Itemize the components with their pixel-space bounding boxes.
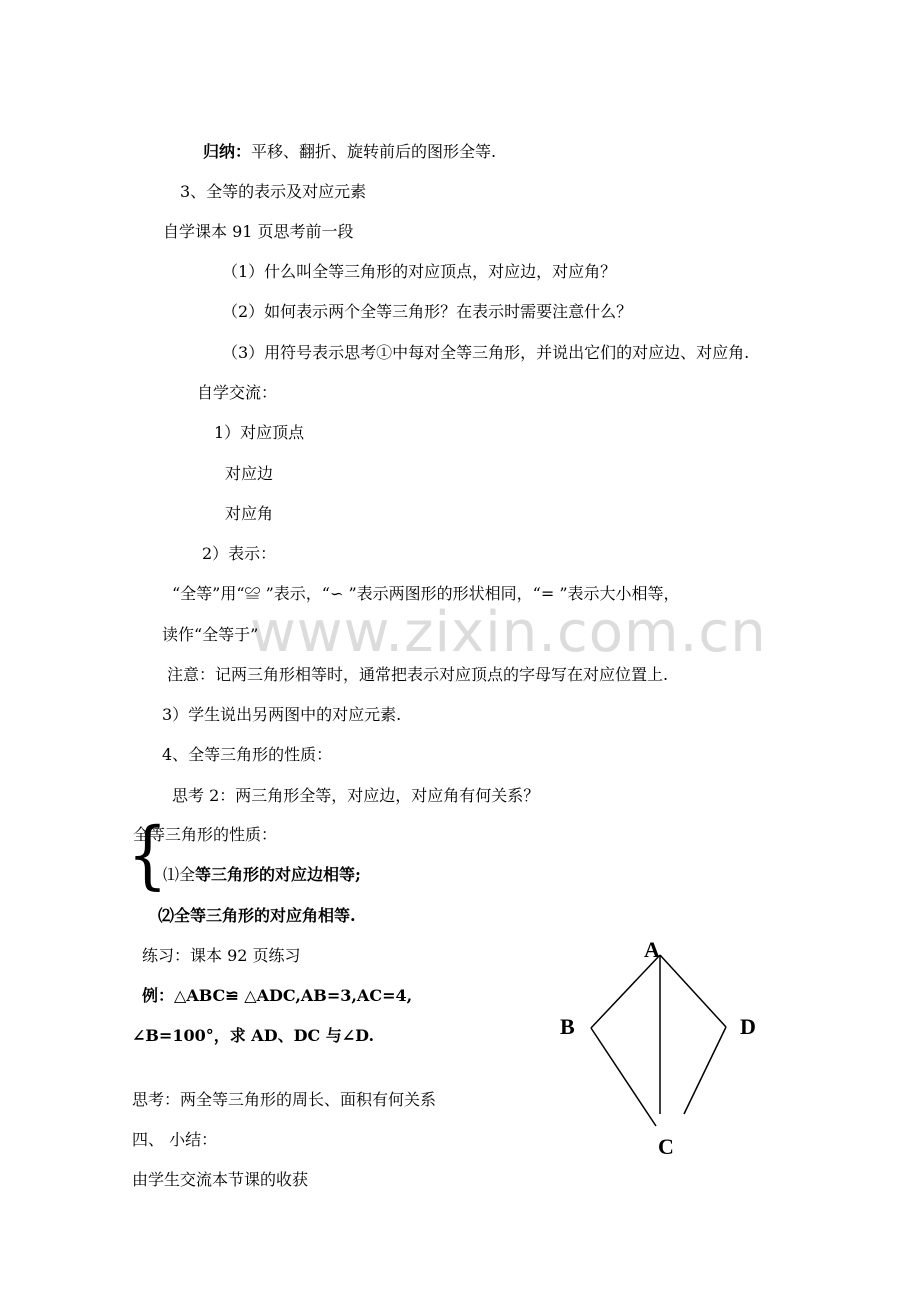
conclusion-line: 由学生交流本节课的收获 [132,1170,309,1189]
section-3-heading: 3、全等的表示及对应元素 [180,182,367,201]
label-d: D [740,1014,756,1039]
property-1 [163,864,361,886]
think-3-line: 思考：两全等三角形的周长、面积有何关系 [132,1090,437,1109]
item-corresponding-vertices: 1）对应顶点 [214,423,305,442]
label-a: A [644,937,660,962]
example-label: 例： [142,986,175,1005]
think-2-line: 思考 2：两三角形全等，对应边，对应角有何关系？ [172,786,540,805]
segment-ab [591,955,660,1028]
item-student-elements: 3）学生说出另两图中的对应元素. [162,705,402,724]
summary-label: 归纳： [203,142,252,161]
notation-line-2: 读作“全等于” [162,625,259,644]
segment-dc [684,1027,726,1114]
example-text: △ABC≌ △ADC,AB=3,AC=4, [174,986,413,1005]
example-line-1 [142,985,412,1007]
notation-line-1: “全等”用“≌ ”表示，“∽ ”表示两图形的形状相同，“= ”表示大小相等， [172,584,680,603]
label-c: C [658,1134,674,1159]
note-line: 注意：记两三角形相等时，通常把表示对应顶点的字母写在对应位置上. [167,665,669,684]
exercise-line: 练习：课本 92 页练习 [142,946,301,965]
kite-figure [540,930,780,1170]
properties-title: 全等三角形的性质： [133,825,278,844]
segment-ad [660,955,726,1027]
example-line-2: ∠B=100°，求 AD、DC 与∠D. [132,1026,375,1045]
watermark: www.zixin.com.cn [250,600,767,665]
property-2: ⑵全等三角形的对应角相等. [158,906,356,925]
label-b: B [560,1014,575,1039]
question-2: （2）如何表示两个全等三角形？在表示时需要注意什么？ [222,302,633,321]
segment-bc [591,1028,656,1126]
question-1: （1）什么叫全等三角形的对应顶点，对应边，对应角？ [222,262,617,281]
self-study-line: 自学课本 91 页思考前一段 [163,222,354,241]
section-4-heading: 4、全等三角形的性质： [162,745,333,764]
item-corresponding-angles: 对应角 [225,504,274,523]
curly-brace: { [127,812,168,898]
summary-text: 平移、翻折、旋转前后的图形全等. [251,142,497,161]
item-notation: 2）表示： [202,544,277,563]
property-1-prefix: ⑴全 [163,865,196,884]
self-exchange-label: 自学交流： [197,383,278,402]
summary-line [203,141,496,163]
section-four-summary: 四、 小结： [132,1130,218,1149]
item-corresponding-sides: 对应边 [225,464,274,483]
question-3: （3）用符号表示思考①中每对全等三角形，并说出它们的对应边、对应角. [222,343,750,362]
property-1-text: 等三角形的对应边相等; [195,865,361,884]
